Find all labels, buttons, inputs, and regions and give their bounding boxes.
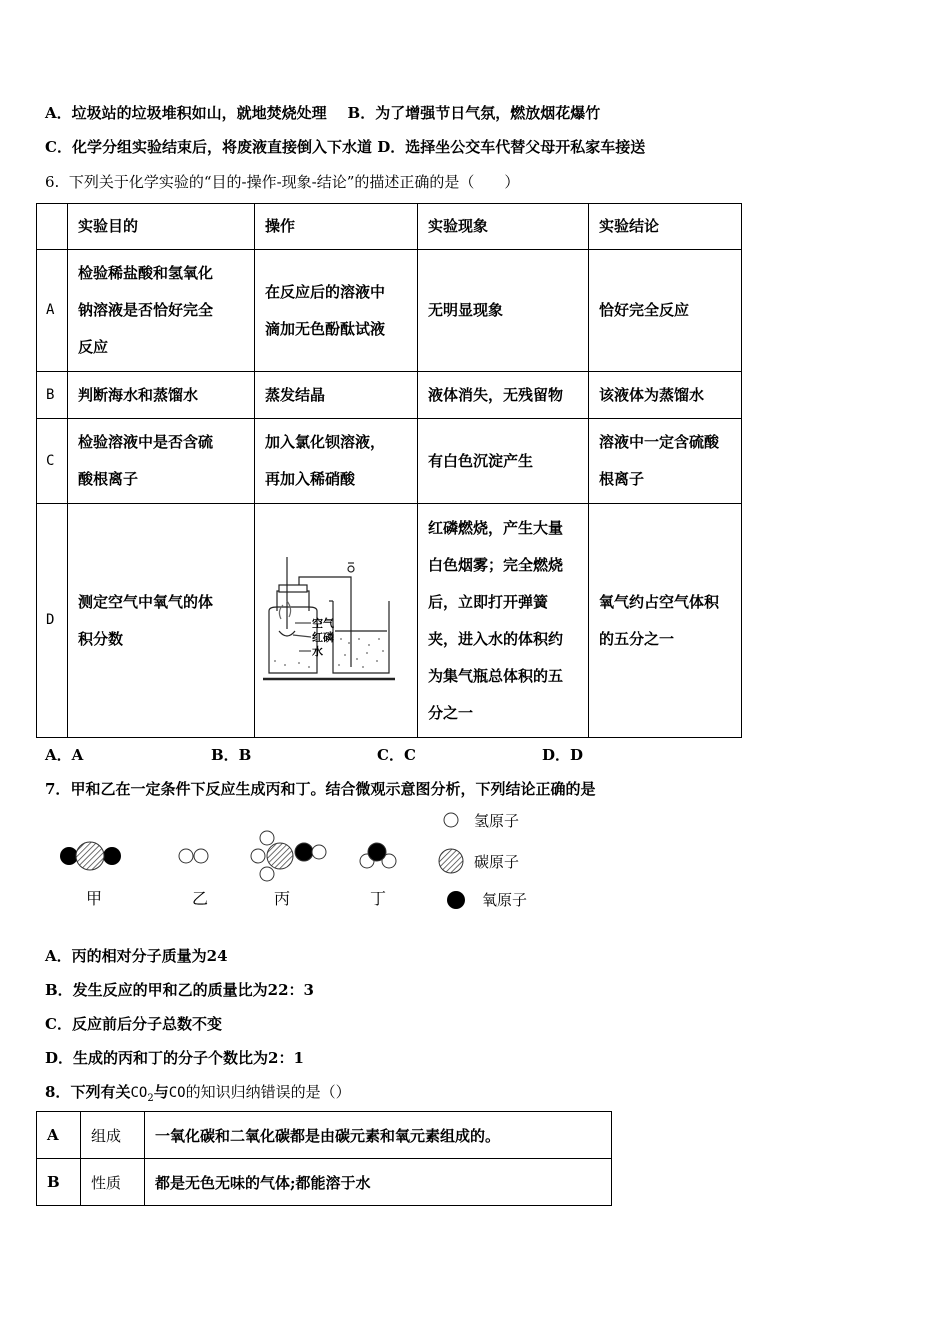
- option-b[interactable]: B．B: [211, 746, 252, 764]
- question-text: 甲和乙在一定条件下反应生成丙和丁。结合微观示意图分析，下列结论正确的是: [70, 780, 596, 798]
- legend-oxygen: 氧原子: [482, 891, 528, 909]
- table-header-row: [37, 204, 742, 250]
- cell-conclusion: 氧气约占空气体积 的五分之一: [589, 504, 742, 738]
- row-category: 性质: [81, 1159, 145, 1206]
- option-row-cd: [45, 136, 645, 157]
- row-label: A: [37, 250, 68, 372]
- label-red-phosphorus: 红磷: [312, 630, 334, 644]
- question-7-stem: [45, 778, 595, 799]
- cell-phenomenon: 红磷燃烧，产生大量 白色烟雾；完全燃烧 后，立即打开弹簧 夹，进入水的体积约 为集气瓶总体积的五 分之一: [418, 504, 589, 738]
- option-c: C．化学分组实验结束后，将废液直接倒入下水道: [45, 138, 372, 156]
- row-label: D: [37, 504, 68, 738]
- header-cell: 实验结论: [589, 204, 742, 250]
- label-air: 空气: [312, 616, 334, 630]
- legend-carbon: 碳原子: [474, 853, 520, 871]
- label-yi: 乙: [192, 889, 209, 908]
- molecule-yi: [179, 849, 208, 863]
- legend-hydrogen: 氢原子: [474, 812, 520, 830]
- question-text: 下列关于化学实验的“目的-操作-现象-结论”的描述正确的是（ ）: [68, 173, 520, 191]
- legend-oxygen-symbol: [447, 891, 465, 909]
- formula-co2-subscript: 2: [147, 1093, 154, 1104]
- cell-operation: 加入氯化钡溶液， 再加入稀硝酸: [255, 419, 418, 504]
- table-row: [37, 1112, 612, 1159]
- option-c[interactable]: C．C: [377, 746, 416, 764]
- header-cell: 实验目的: [68, 204, 255, 250]
- cell-phenomenon: 无明显现象: [418, 250, 589, 372]
- option-a: A．垃圾站的垃圾堆积如山，就地焚烧处理: [45, 104, 327, 122]
- question-number: 8．: [45, 1083, 71, 1101]
- cell-conclusion: 恰好完全反应: [589, 250, 742, 372]
- legend-hydrogen-symbol: [444, 813, 458, 827]
- table-row: [37, 250, 742, 372]
- cell-purpose: 测定空气中氧气的体 积分数: [68, 504, 255, 738]
- cell-purpose: 检验稀盐酸和氢氧化 钠溶液是否恰好完全 反应: [68, 250, 255, 372]
- row-label: A: [37, 1112, 81, 1159]
- formula-co2: CO: [130, 1085, 148, 1101]
- row-label: B: [37, 1159, 81, 1206]
- option-a[interactable]: A．A: [45, 746, 84, 764]
- header-cell: 操作: [255, 204, 418, 250]
- formula-co: CO: [168, 1085, 186, 1101]
- row-category: 组成: [81, 1112, 145, 1159]
- cell-conclusion: 该液体为蒸馏水: [589, 372, 742, 419]
- cell-operation-apparatus: [255, 504, 418, 738]
- knowledge-table: [36, 1111, 612, 1206]
- option-d: D．选择坐公交车代替父母开私家车接送: [377, 138, 646, 156]
- molecule-jia: [60, 842, 121, 870]
- option-d[interactable]: D．生成的丙和丁的分子个数比为2：1: [45, 1049, 304, 1067]
- legend-carbon-symbol: [439, 849, 463, 873]
- cell-operation: 蒸发结晶: [255, 372, 418, 419]
- label-water: 水: [312, 644, 323, 658]
- row-label: B: [37, 372, 68, 419]
- table-row: [37, 1159, 612, 1206]
- question-text-suffix: 的知识归纳错误的是（）: [185, 1083, 351, 1101]
- header-corner: [37, 204, 68, 250]
- label-ding: 丁: [370, 889, 387, 908]
- row-content: 都是无色无味的气体;都能溶于水: [145, 1159, 612, 1206]
- table-row: [37, 504, 742, 738]
- row-content: 一氧化碳和二氧化碳都是由碳元素和氧元素组成的。: [145, 1112, 612, 1159]
- experiment-table: [36, 203, 742, 738]
- cell-phenomenon: 有白色沉淀产生: [418, 419, 589, 504]
- option-row-ab: [45, 102, 600, 123]
- option-a[interactable]: A．丙的相对分子质量为24: [45, 947, 228, 965]
- option-c[interactable]: C．反应前后分子总数不变: [45, 1015, 222, 1033]
- cell-conclusion: 溶液中一定含硫酸 根离子: [589, 419, 742, 504]
- question-6-stem: [45, 171, 519, 192]
- cell-purpose: 检验溶液中是否含硫 酸根离子: [68, 419, 255, 504]
- label-jia: 甲: [86, 889, 103, 908]
- question-8-stem: 8．下列有关$CO_2$与CO的知识归纳错误的是（）: [45, 1083, 351, 1104]
- header-cell: 实验现象: [418, 204, 589, 250]
- option-b[interactable]: B．发生反应的甲和乙的质量比为22：3: [45, 981, 314, 999]
- label-bing: 丙: [274, 889, 291, 908]
- cell-operation: 在反应后的溶液中 滴加无色酚酞试液: [255, 250, 418, 372]
- table-row: [37, 419, 742, 504]
- table-row: [37, 372, 742, 419]
- apparatus-diagram: [259, 551, 397, 691]
- question-number: 6.: [45, 173, 60, 191]
- question-number: 7．: [45, 780, 71, 798]
- cell-purpose: 判断海水和蒸馏水: [68, 372, 255, 419]
- option-d[interactable]: D．D: [542, 746, 584, 764]
- molecule-bing: [251, 831, 326, 881]
- option-b: B．为了增强节日气氛，燃放烟花爆竹: [347, 104, 601, 122]
- molecule-ding: [360, 843, 396, 868]
- row-label: C: [37, 419, 68, 504]
- cell-phenomenon: 液体消失，无残留物: [418, 372, 589, 419]
